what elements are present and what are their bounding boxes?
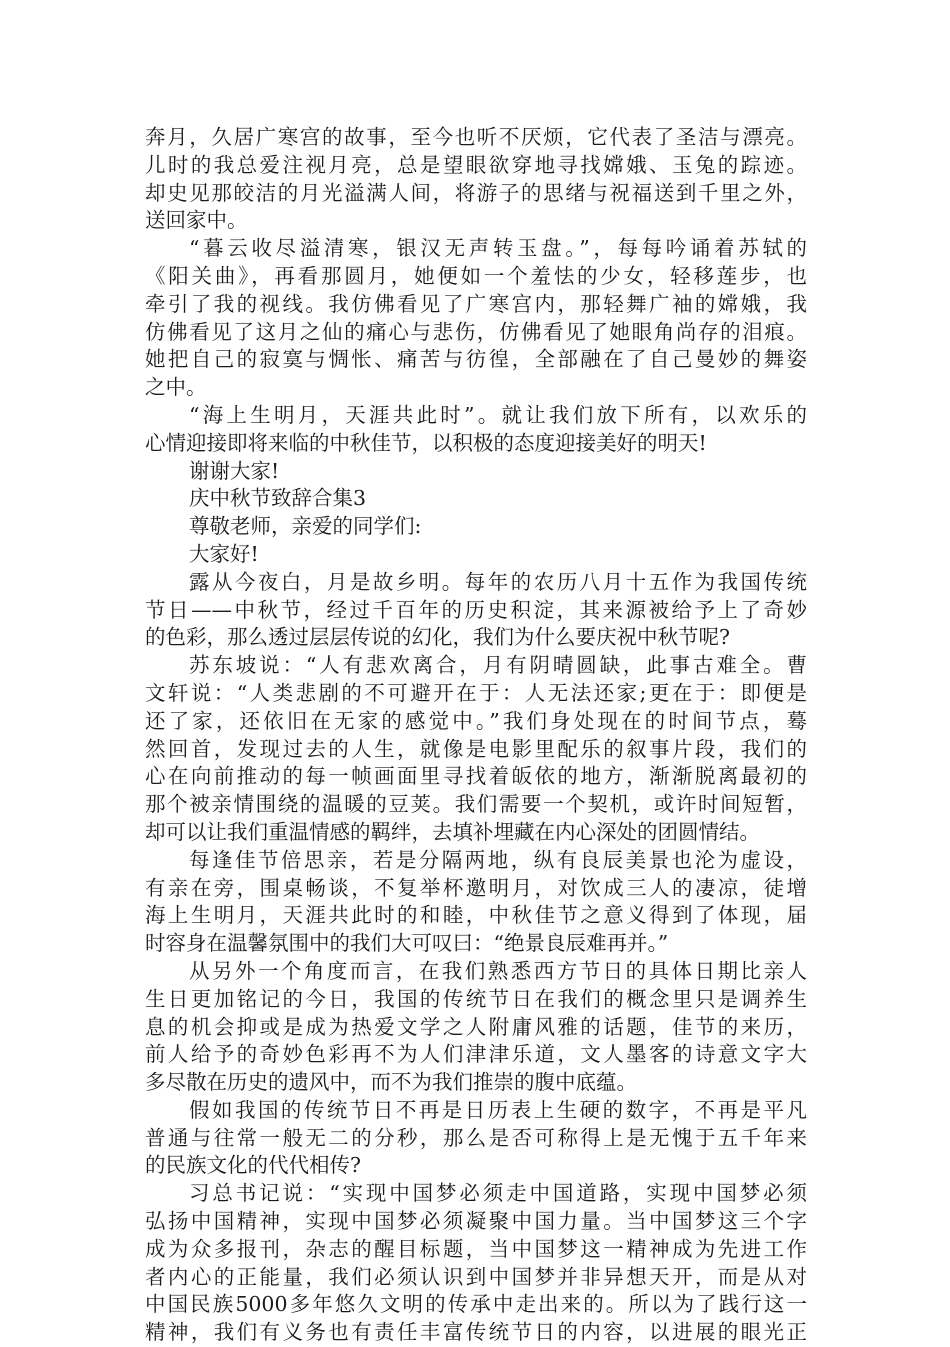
text-line: 多尽散在历史的遗风中，而不为我们推崇的腹中底蕴。 bbox=[145, 1070, 637, 1095]
text-line: 之中。 bbox=[145, 375, 207, 400]
paragraph-start-line: 假如我国的传统节日不再是日历表上生硬的数字，不再是平凡 bbox=[189, 1097, 807, 1122]
text-line: 海上生明月，天涯共此时的和睦，中秋佳节之意义得到了体现，届 bbox=[145, 903, 807, 928]
text-line: 奔月，久居广寒宫的故事，至今也听不厌烦，它代表了圣洁与漂亮。 bbox=[145, 125, 807, 149]
text-line: 有亲在旁，围桌畅谈，不复举杯邀明月，对饮成三人的凄凉，徒增 bbox=[145, 875, 807, 900]
text-line: 文轩说：“人类悲剧的不可避开在于：人无法还家;更在于：即便是 bbox=[145, 680, 807, 705]
paragraph-start-line: 每逢佳节倍思亲，若是分隔两地，纵有良辰美景也沦为虚设， bbox=[189, 847, 807, 872]
text-line: 息的机会抑或是成为热爱文学之人附庸风雅的话题，佳节的来历， bbox=[145, 1014, 807, 1039]
text-line: 儿时的我总爱注视月亮，总是望眼欲穿地寻找嫦娥、玉兔的踪迹。 bbox=[145, 152, 807, 177]
text-line: 成为众多报刊，杂志的醒目标题，当中国梦这一精神成为先进工作 bbox=[145, 1236, 807, 1261]
paragraph-start-line: 露从今夜白，月是故乡明。每年的农历八月十五作为我国传统 bbox=[189, 569, 807, 594]
text-line: 精神，我们有义务也有责任丰富传统节日的内容，以进展的眼光正 bbox=[145, 1320, 807, 1345]
text-line: 那个被亲情围绕的温暖的豆荚。我们需要一个契机，或许时间短暂， bbox=[145, 792, 807, 817]
text-line: 心在向前推动的每一帧画面里寻找着皈依的地方，渐渐脱离最初的 bbox=[145, 764, 807, 789]
text-line: 的色彩，那么透过层层传说的幻化，我们为什么要庆祝中秋节呢? bbox=[145, 625, 730, 650]
text-line: 却可以让我们重温情感的羁绊，去填补埋藏在内心深处的团圆情结。 bbox=[145, 819, 760, 844]
text-line: 中国民族5000多年悠久文明的传承中走出来的。所以为了践行这一 bbox=[145, 1292, 807, 1317]
greeting-line: 大家好! bbox=[189, 541, 259, 566]
text-line: 还了家，还依旧在无家的感觉中。”我们身处现在的时间节点，蓦 bbox=[145, 708, 807, 733]
text-line: 者内心的正能量，我们必须认识到中国梦并非异想天开，而是从对 bbox=[145, 1264, 807, 1289]
text-line: 弘扬中国精神，实现中国梦必须凝聚中国力量。当中国梦这三个字 bbox=[145, 1209, 807, 1234]
paragraph-start-line: “暮云收尽溢清寒，银汉无声转玉盘。”，每每吟诵着苏轼的 bbox=[189, 236, 807, 261]
text-line: 然回首，发现过去的人生，就像是电影里配乐的叙事片段，我们的 bbox=[145, 736, 807, 761]
text-line: 的民族文化的代代相传? bbox=[145, 1153, 361, 1178]
document-body bbox=[145, 124, 807, 1347]
text-line: 牵引了我的视线。我仿佛看见了广寒宫内，那轻舞广袖的嫦娥，我 bbox=[145, 291, 807, 316]
text-line: 心情迎接即将来临的中秋佳节，以积极的态度迎接美好的明天! bbox=[145, 430, 707, 455]
salutation-line: 尊敬老师，亲爱的同学们: bbox=[189, 514, 422, 539]
paragraph-start-line: 从另外一个角度而言，在我们熟悉西方节日的具体日期比亲人 bbox=[189, 958, 807, 983]
text-line: 前人给予的奇妙色彩再不为人们津津乐道，文人墨客的诗意文字大 bbox=[145, 1042, 807, 1067]
section-title: 庆中秋节致辞合集3 bbox=[189, 486, 367, 511]
closing-line: 谢谢大家! bbox=[189, 458, 280, 483]
paragraph-start-line: 苏东坡说：“人有悲欢离合，月有阴晴圆缺，此事古难全。曹 bbox=[189, 653, 807, 678]
text-line: 却史见那皎洁的月光溢满人间，将游子的思绪与祝福送到千里之外， bbox=[145, 180, 807, 205]
text-line: 送回家中。 bbox=[145, 208, 248, 233]
text-line: 节日——中秋节，经过千百年的历史积淀，其来源被给予上了奇妙 bbox=[145, 597, 807, 622]
text-line: 仿佛看见了这月之仙的痛心与悲伤，仿佛看见了她眼角尚存的泪痕。 bbox=[145, 319, 807, 344]
paragraph-start-line: “海上生明月，天涯共此时”。就让我们放下所有，以欢乐的 bbox=[189, 402, 807, 427]
text-line: 普通与往常一般无二的分秒，那么是否可称得上是无愧于五千年来 bbox=[145, 1125, 807, 1150]
text-line: 她把自己的寂寞与惆怅、痛苦与彷徨，全部融在了自己曼妙的舞姿 bbox=[145, 347, 807, 372]
text-line: 《阳关曲》，再看那圆月，她便如一个羞怯的少女，轻移莲步，也 bbox=[145, 263, 807, 288]
paragraph-start-line: 习总书记说：“实现中国梦必须走中国道路，实现中国梦必须 bbox=[189, 1181, 807, 1206]
text-line: 生日更加铭记的今日，我国的传统节日在我们的概念里只是调养生 bbox=[145, 986, 807, 1011]
text-line: 时容身在温馨氛围中的我们大可叹曰：“绝景良辰难再并。” bbox=[145, 931, 669, 956]
